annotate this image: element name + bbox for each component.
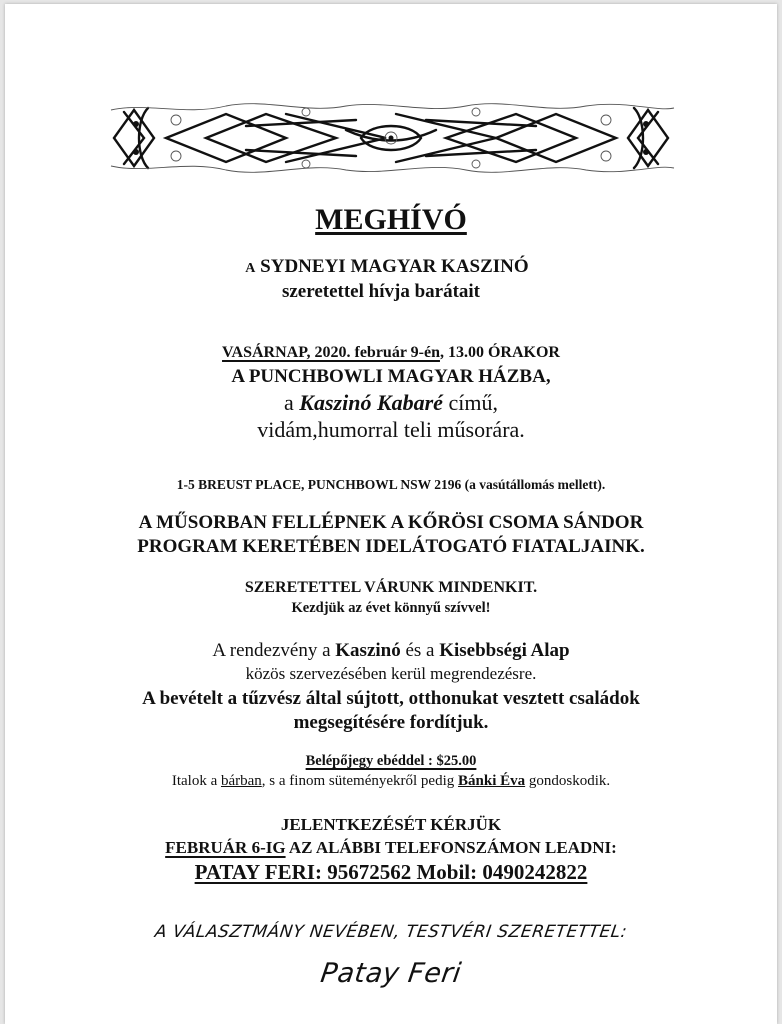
welcome-line-2: Kezdjük az évet könnyű szívvel! xyxy=(291,600,491,616)
drinks-and-cakes xyxy=(0,773,782,790)
event-time: , 13.00 ÓRAKOR xyxy=(439,344,560,361)
rsvp-line-1: JELENTKEZÉSÉT KÉRJÜK xyxy=(280,815,502,834)
drinks-text-c: gondoskodik. xyxy=(525,773,611,789)
organizers-line-2: közös szervezésében kerül megrendezésre. xyxy=(245,664,537,683)
event-show-line xyxy=(0,390,782,416)
event-show-post: című, xyxy=(442,390,498,415)
donation-line-2: megsegítésére fordítjuk. xyxy=(293,712,489,733)
welcome-line-1: SZERETETTEL VÁRUNK MINDENKIT. xyxy=(244,579,538,596)
organizer-kaszino: Kaszinó xyxy=(335,640,401,661)
baker-name: Bánki Éva xyxy=(458,773,526,789)
drinks-text-a: Italok a xyxy=(171,773,221,789)
donation-line-1: A bevételt a tűzvész által sújtott, otthonukat vesztett családok xyxy=(142,688,640,709)
performers-line-1: A MŰSORBAN FELLÉPNEK A KŐRÖSI CSOMA SÁNDOR xyxy=(138,512,644,533)
rsvp-deadline: FEBRUÁR 6-IG xyxy=(165,838,286,857)
organizers-line-1 xyxy=(0,640,782,662)
host-subtitle: szeretettel hívja barátait xyxy=(281,281,480,302)
host-name: SYDNEYI MAGYAR KASZINÓ xyxy=(260,256,529,277)
drinks-bar: bárban xyxy=(220,773,262,789)
rsvp-line-2-rest: AZ ALÁBBI TELEFONSZÁMON LEADNI: xyxy=(285,838,617,857)
drinks-text-b: , s a finom süteményekről pedig xyxy=(261,773,459,789)
event-venue: A PUNCHBOWLI MAGYAR HÁZBA, xyxy=(231,366,551,387)
event-show-description: vidám,humorral teli műsorára. xyxy=(257,417,525,442)
event-address: 1-5 BREUST PLACE, PUNCHBOWL NSW 2196 (a vasútállomás mellett). xyxy=(176,477,606,492)
invitation-title: MEGHÍVÓ xyxy=(315,203,467,236)
ticket-price: Belépőjegy ebéddel : $25.00 xyxy=(305,753,477,769)
event-date: VASÁRNAP, 2020. február 9-én xyxy=(222,344,440,361)
event-show-pre: a xyxy=(284,390,300,415)
decorative-ornament-icon xyxy=(106,100,676,176)
signature: Patay Feri xyxy=(318,958,464,989)
organizer-kisebbsegi-alap: Kisebbségi Alap xyxy=(439,640,570,661)
closing-line: A VÁLASZTMÁNY NEVÉBEN, TESTVÉRI SZERETETTEL: xyxy=(153,922,629,942)
rsvp-contact: PATAY FERI: 95672562 Mobil: 0490242822 xyxy=(194,860,588,884)
organizers-text-a: A rendezvény a xyxy=(212,640,336,661)
organizers-text-c: és a xyxy=(400,640,440,661)
performers-line-2: PROGRAM KERETÉBEN IDELÁTOGATÓ FIATALJAINK. xyxy=(137,536,645,557)
event-show-name: Kaszinó Kabaré xyxy=(299,390,443,415)
event-datetime xyxy=(0,344,782,362)
host-line xyxy=(0,256,778,278)
rsvp-line-2 xyxy=(0,838,782,858)
host-prefix: A xyxy=(245,261,256,276)
